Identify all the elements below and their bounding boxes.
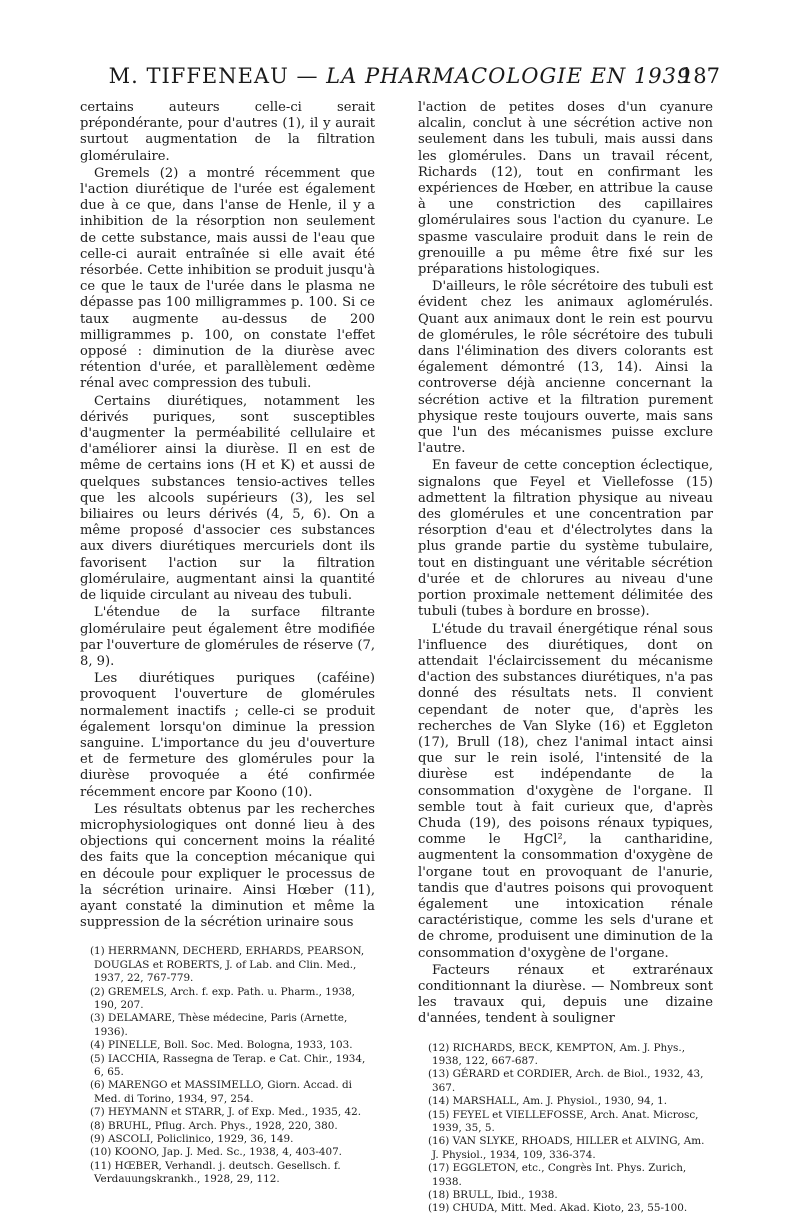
header-author: M. TIFFENEAU	[108, 64, 289, 88]
footnote: (2) GREMELS, Arch. f. exp. Path. u. Pharm., 1938, 190, 207.	[90, 985, 355, 1011]
paragraph: L'étendue de la surface filtrante glomérulaire peut également être modifiée par l'ouverture de glomérules de réserve (7, 8, 9).	[80, 605, 375, 669]
footnote: (17) EGGLETON, etc., Congrès Int. Phys. Zurich, 1938.	[428, 1162, 687, 1188]
footnote: (9) ASCOLI, Policlinico, 1929, 36, 149.	[90, 1133, 294, 1146]
footnote: (7) HEYMANN et STARR, J. of Exp. Med., 1935, 42.	[90, 1106, 362, 1119]
section-paragraph: Facteurs rénaux et extrarénaux conditionnant la diurèse. — Nombreux sont les travaux qui, depuis une dizaine d'années, tendent à souligner	[418, 962, 713, 1027]
right-column	[418, 100, 713, 1216]
footnotes-right	[418, 1042, 713, 1216]
footnote: (13) GÉRARD et CORDIER, Arch. de Biol., 1932, 43, 367.	[428, 1068, 704, 1094]
footnotes-left	[80, 945, 375, 1186]
footnote: (19) CHUDA, Mitt. Med. Akad. Kioto, 23, 55-100.	[428, 1202, 688, 1215]
footnote: (1) HERRMANN, DECHERD, ERHARDS, PEARSON, DOUGLAS et ROBERTS, J. of Lab. and Clin. Med., 1937, 22, 767-779.	[90, 945, 365, 985]
footnote: (15) FEYEL et VIELLEFOSSE, Arch. Anat. Microsc, 1939, 35, 5.	[428, 1108, 699, 1135]
footnote: (11) HŒBER, Verhandl. j. deutsch. Gesellsch. f. Verdauungskrankh., 1928, 29, 112.	[90, 1159, 341, 1186]
footnote: (18) BRULL, Ibid., 1938.	[428, 1189, 558, 1202]
footnote: (4) PINELLE, Boll. Soc. Med. Bologna, 1933, 103.	[90, 1039, 353, 1052]
running-title	[80, 64, 720, 88]
footnote: (6) MARENGO et MASSIMELLO, Giorn. Accad. di Med. di Torino, 1934, 97, 254.	[90, 1079, 352, 1105]
header-title: LA PHARMACOLOGIE EN 1939	[326, 64, 692, 88]
page-number: 187	[679, 64, 720, 88]
paragraph: En faveur de cette conception éclectique, signalons que Feyel et Viellefosse (15) admettent la filtration physique au niveau des glomérules et une concentration par résorption d'eau et d'électrolytes dans la plus grande partie du système tubulaire, tout en distinguant une véritable sécrétion d'urée et de chlorures au niveau d'une portion proximale nettement délimitée des tubuli (tubes à bordure en brosse).	[418, 458, 713, 620]
paragraph: D'ailleurs, le rôle sécrétoire des tubuli est évident chez les animaux aglomérulés. Quant aux animaux dont le rein est pourvu de glomérules, le rôle sécrétoire des tubuli dans l'élimination des divers colorants est également démontré (13, 14). Ainsi la controverse déjà ancienne concernant la sécrétion active et la filtration purement physique reste toujours ouverte, mais sans que l'un des mécanismes puisse exclure l'autre.	[418, 279, 713, 457]
paragraph: Les résultats obtenus par les recherches microphysiologiques ont donné lieu à des objections qui concernent moins la réalité des faits que la conception mécanique qui en découle pour expliquer le processus de la sécrétion urinaire. Ainsi Hœber (11), ayant constaté la diminution et même la suppression de la sécrétion urinaire sous	[80, 801, 375, 931]
footnote: (3) DELAMARE, Thèse médecine, Paris (Arnette, 1936).	[90, 1012, 348, 1038]
paragraph: l'action de petites doses d'un cyanure alcalin, conclut à une sécrétion active non seulement dans les tubuli, mais aussi dans les glomérules. Dans un travail récent, Richards (12), tout en confirmant les expériences de Hœber, en attribue la cause à une constriction des capillaires glomérulaires sous l'action du cyanure. Le spasme vasculaire produit dans le rein de grenouille a pu même être fixé sur les préparations histologiques.	[418, 100, 713, 278]
left-column	[80, 100, 375, 1187]
paragraph: certains auteurs celle-ci serait prépondérante, pour d'autres (1), il y aurait surtout augmentation de la filtration glomérulaire.	[80, 100, 375, 164]
paragraph: Certains diurétiques, notamment les dérivés puriques, sont susceptibles d'augmenter la perméabilité cellulaire et d'améliorer ainsi la diurèse. Il en est de même de certains ions (H et K) et aussi de quelques substances tensio-actives telles que les alcools supérieurs (3), les sel biliaires ou leurs dérivés (4, 5, 6). On a même proposé d'associer ces substances aux divers diurétiques mercuriels dont ils favorisent l'action sur la filtration glomérulaire, augmentant ainsi la quantité de liquide circulant au niveau des tubuli.	[80, 393, 375, 604]
paragraph: L'étude du travail énergétique rénal sous l'influence des diurétiques, dont on attendait l'éclaircissement du mécanisme d'action des substances diurétiques, n'a pas donné des résultats nets. Il convient cependant de noter que, d'après les recherches de Van Slyke (16) et Eggleton (17), Brull (18), chez l'animal intact ainsi que sur le rein isolé, l'intensité de la diurèse est indépendante de la consommation d'oxygène de l'organe. Il semble tout à fait curieux que, d'après Chuda (19), des poisons rénaux typiques, comme le HgCl², la cantharidine, augmentent la consommation d'oxygène de l'organe tout en provoquant de l'anurie, tandis que d'autres poisons qui provoquent également une intoxication rénale caractéristique, comme les sels d'urane et de chrome, produisent une diminution de la consommation d'oxygène de l'organe.	[418, 621, 713, 961]
paragraph: Gremels (2) a montré récemment que l'action diurétique de l'urée est également due à ce que, dans l'anse de Henle, il y a inhibition de la résorption non seulement de cette substance, mais aussi de l'eau que celle-ci aurait entraînée si elle avait été résorbée. Cette inhibition se produit jusqu'à ce que le taux de l'urée dans le plasma ne dépasse pas 100 milligrammes p. 100. Si ce taux augmente au-dessus de 200 milligrammes p. 100, on constate l'effet opposé : diminution de la diurèse avec rétention d'urée, et parallèlement œdème rénal avec compression des tubuli.	[80, 165, 375, 392]
footnote: (16) VAN SLYKE, RHOADS, HILLER et ALVING, Am. J. Physiol., 1934, 109, 336-374.	[428, 1135, 705, 1161]
running-header	[80, 64, 720, 94]
footnote: (8) BRUHL, Pflug. Arch. Phys., 1928, 220, 380.	[90, 1119, 338, 1132]
footnote: (10) KOONO, Jap. J. Med. Sc., 1938, 4, 403-407.	[90, 1146, 342, 1159]
header-dash: —	[296, 64, 319, 88]
footnote: (14) MARSHALL, Am. J. Physiol., 1930, 94, 1.	[428, 1095, 668, 1108]
paragraph: Les diurétiques puriques (caféine) provoquent l'ouverture de glomérules normalement inactifs ; celle-ci se produit également lorsqu'on diminue la pression sanguine. L'importance du jeu d'ouverture et de fermeture des glomérules pour la diurèse provoquée a été confirmée récemment encore par Koono (10).	[80, 671, 375, 800]
footnote: (12) RICHARDS, BECK, KEMPTON, Am. J. Phys., 1938, 122, 667-687.	[428, 1041, 685, 1067]
footnote: (5) IACCHIA, Rassegna de Terap. e Cat. Chir., 1934, 6, 65.	[90, 1052, 366, 1079]
